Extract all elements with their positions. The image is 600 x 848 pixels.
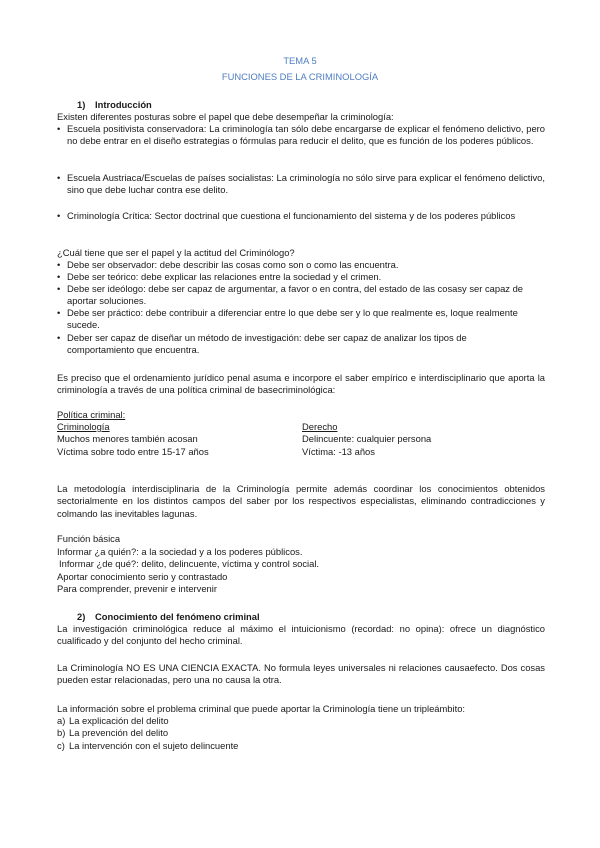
triple-ambito-paragraph: La información sobre el problema criminal que puede aportar la Criminología tiene un tripleámbito: (57, 703, 466, 714)
bullet-icon: • (57, 259, 61, 270)
funcion-basica-label: Función básica (57, 533, 121, 544)
deber-item (57, 259, 545, 271)
criminologia-row: Víctima sobre todo entre 15-17 años (57, 446, 209, 457)
deber-text: Debe ser práctico: debe contribuir a diferenciar entre lo que debe ser y lo que realmente es, loque realmente sucede. (67, 307, 518, 331)
bullet-icon: • (57, 307, 61, 318)
deber-item (57, 307, 527, 332)
criminologia-column-head: Criminología (57, 421, 110, 432)
bullet-icon: • (57, 332, 61, 343)
funcion-line: Informar ¿a quién?: a la sociedad y a los poderes públicos. (57, 546, 303, 557)
bullet-icon: • (57, 283, 61, 294)
postura-item (57, 172, 545, 197)
ambito-text: La prevención del delito (69, 727, 169, 738)
criminologia-row: Muchos menores también acosan (57, 433, 198, 444)
deber-text: Deber ser capaz de diseñar un método de investigación: debe ser capaz de analizar los tipos de comportamiento que encuentra. (67, 332, 467, 356)
section-2-number: 2) (77, 611, 86, 622)
postura-text: Escuela Austriaca/Escuelas de países socialistas: La criminología no sólo sirve para explicar el fenómeno delictivo, sino que debe luchar contra ese delito. (67, 172, 545, 196)
intro-paragraph: Existen diferentes posturas sobre el papel que debe desempeñar la criminología: (57, 111, 394, 122)
ambito-item (57, 740, 545, 752)
postura-text: Criminología Crítica: Sector doctrinal que cuestiona el funcionamiento del sistema y de los poderes públicos (67, 210, 516, 221)
deber-text: Debe ser ideólogo: debe ser capaz de argumentar, a favor o en contra, del estado de las cosasy ser capaz de aportar soluciones. (67, 283, 524, 307)
bullet-icon: • (57, 271, 61, 282)
funcion-line: Aportar conocimiento serio y contrastado (57, 571, 228, 582)
ambito-item (57, 727, 545, 739)
derecho-row: Delincuente: cualquier persona (302, 433, 432, 444)
section-2-title: Conocimiento del fenómeno criminal (95, 611, 260, 622)
criminologo-question: ¿Cuál tiene que ser el papel y la actitud del Criminólogo? (57, 247, 295, 258)
deber-text: Debe ser observador: debe describir las cosas como son o como las encuentra. (67, 259, 399, 270)
ambito-letter: b) (57, 727, 66, 738)
ambito-text: La explicación del delito (69, 715, 169, 726)
section-1-number: 1) (77, 99, 86, 110)
bullet-icon: • (57, 123, 61, 134)
postura-item (57, 123, 545, 148)
ciencia-exacta-paragraph: La Criminología NO ES UNA CIENCIA EXACTA. No formula leyes universales ni relaciones causaefecto. Dos cosas pueden estar relacionadas, pero una no causa la otra. (57, 662, 545, 686)
deber-item (57, 271, 545, 283)
section-2-heading (77, 611, 565, 623)
deber-item (57, 283, 527, 308)
bullet-icon: • (57, 172, 61, 183)
metodologia-paragraph: La metodología interdisciplinaria de la Criminología permite además coordinar los conocimientos obtenidos sectorialmente en los distintos campos del saber por los respectivos especialistas, eliminando contradicciones y colmando las inevitables lagunas. (57, 483, 545, 519)
funcion-line: Para comprender, prevenir e intervenir (57, 583, 217, 594)
politica-criminal-label: Política criminal: (57, 409, 126, 420)
document-title: FUNCIONES DE LA CRIMINOLOGÍA (221, 71, 379, 82)
funcion-line: Informar ¿de qué?: delito, delincuente, víctima y control social. (59, 558, 320, 569)
ambito-letter: a) (57, 715, 66, 726)
postura-text: Escuela positivista conservadora: La criminología tan sólo debe encargarse de explicar el fenómeno delictivo, pero no debe entrar en el diseño estrategias o fórmulas para reducir el delito, que es función de los poderes públicos. (67, 123, 545, 147)
preciso-paragraph: Es preciso que el ordenamiento jurídico penal asuma e incorpore el saber empírico e interdisciplinario que aporta la criminología a través de una política criminal de basecriminológica: (57, 372, 545, 396)
bullet-icon: • (57, 210, 61, 221)
tema-label: TEMA 5 (283, 55, 317, 66)
section-1-title: Introducción (95, 99, 152, 110)
deber-text: Debe ser teórico: debe explicar las relaciones entre la sociedad y el crimen. (67, 271, 382, 282)
ambito-text: La intervención con el sujeto delincuente (69, 740, 239, 751)
ambito-letter: c) (57, 740, 65, 751)
deber-item (57, 332, 527, 357)
derecho-column-head: Derecho (302, 421, 338, 432)
derecho-row: Víctima: -13 años (302, 446, 375, 457)
section-1-heading (77, 99, 565, 111)
postura-item (57, 210, 545, 222)
investigacion-paragraph: La investigación criminológica reduce al máximo el intuicionismo (recordad: no opina): ofrece un diagnóstico cualificado y del conjunto del hecho criminal. (57, 623, 545, 647)
ambito-item (57, 715, 545, 727)
